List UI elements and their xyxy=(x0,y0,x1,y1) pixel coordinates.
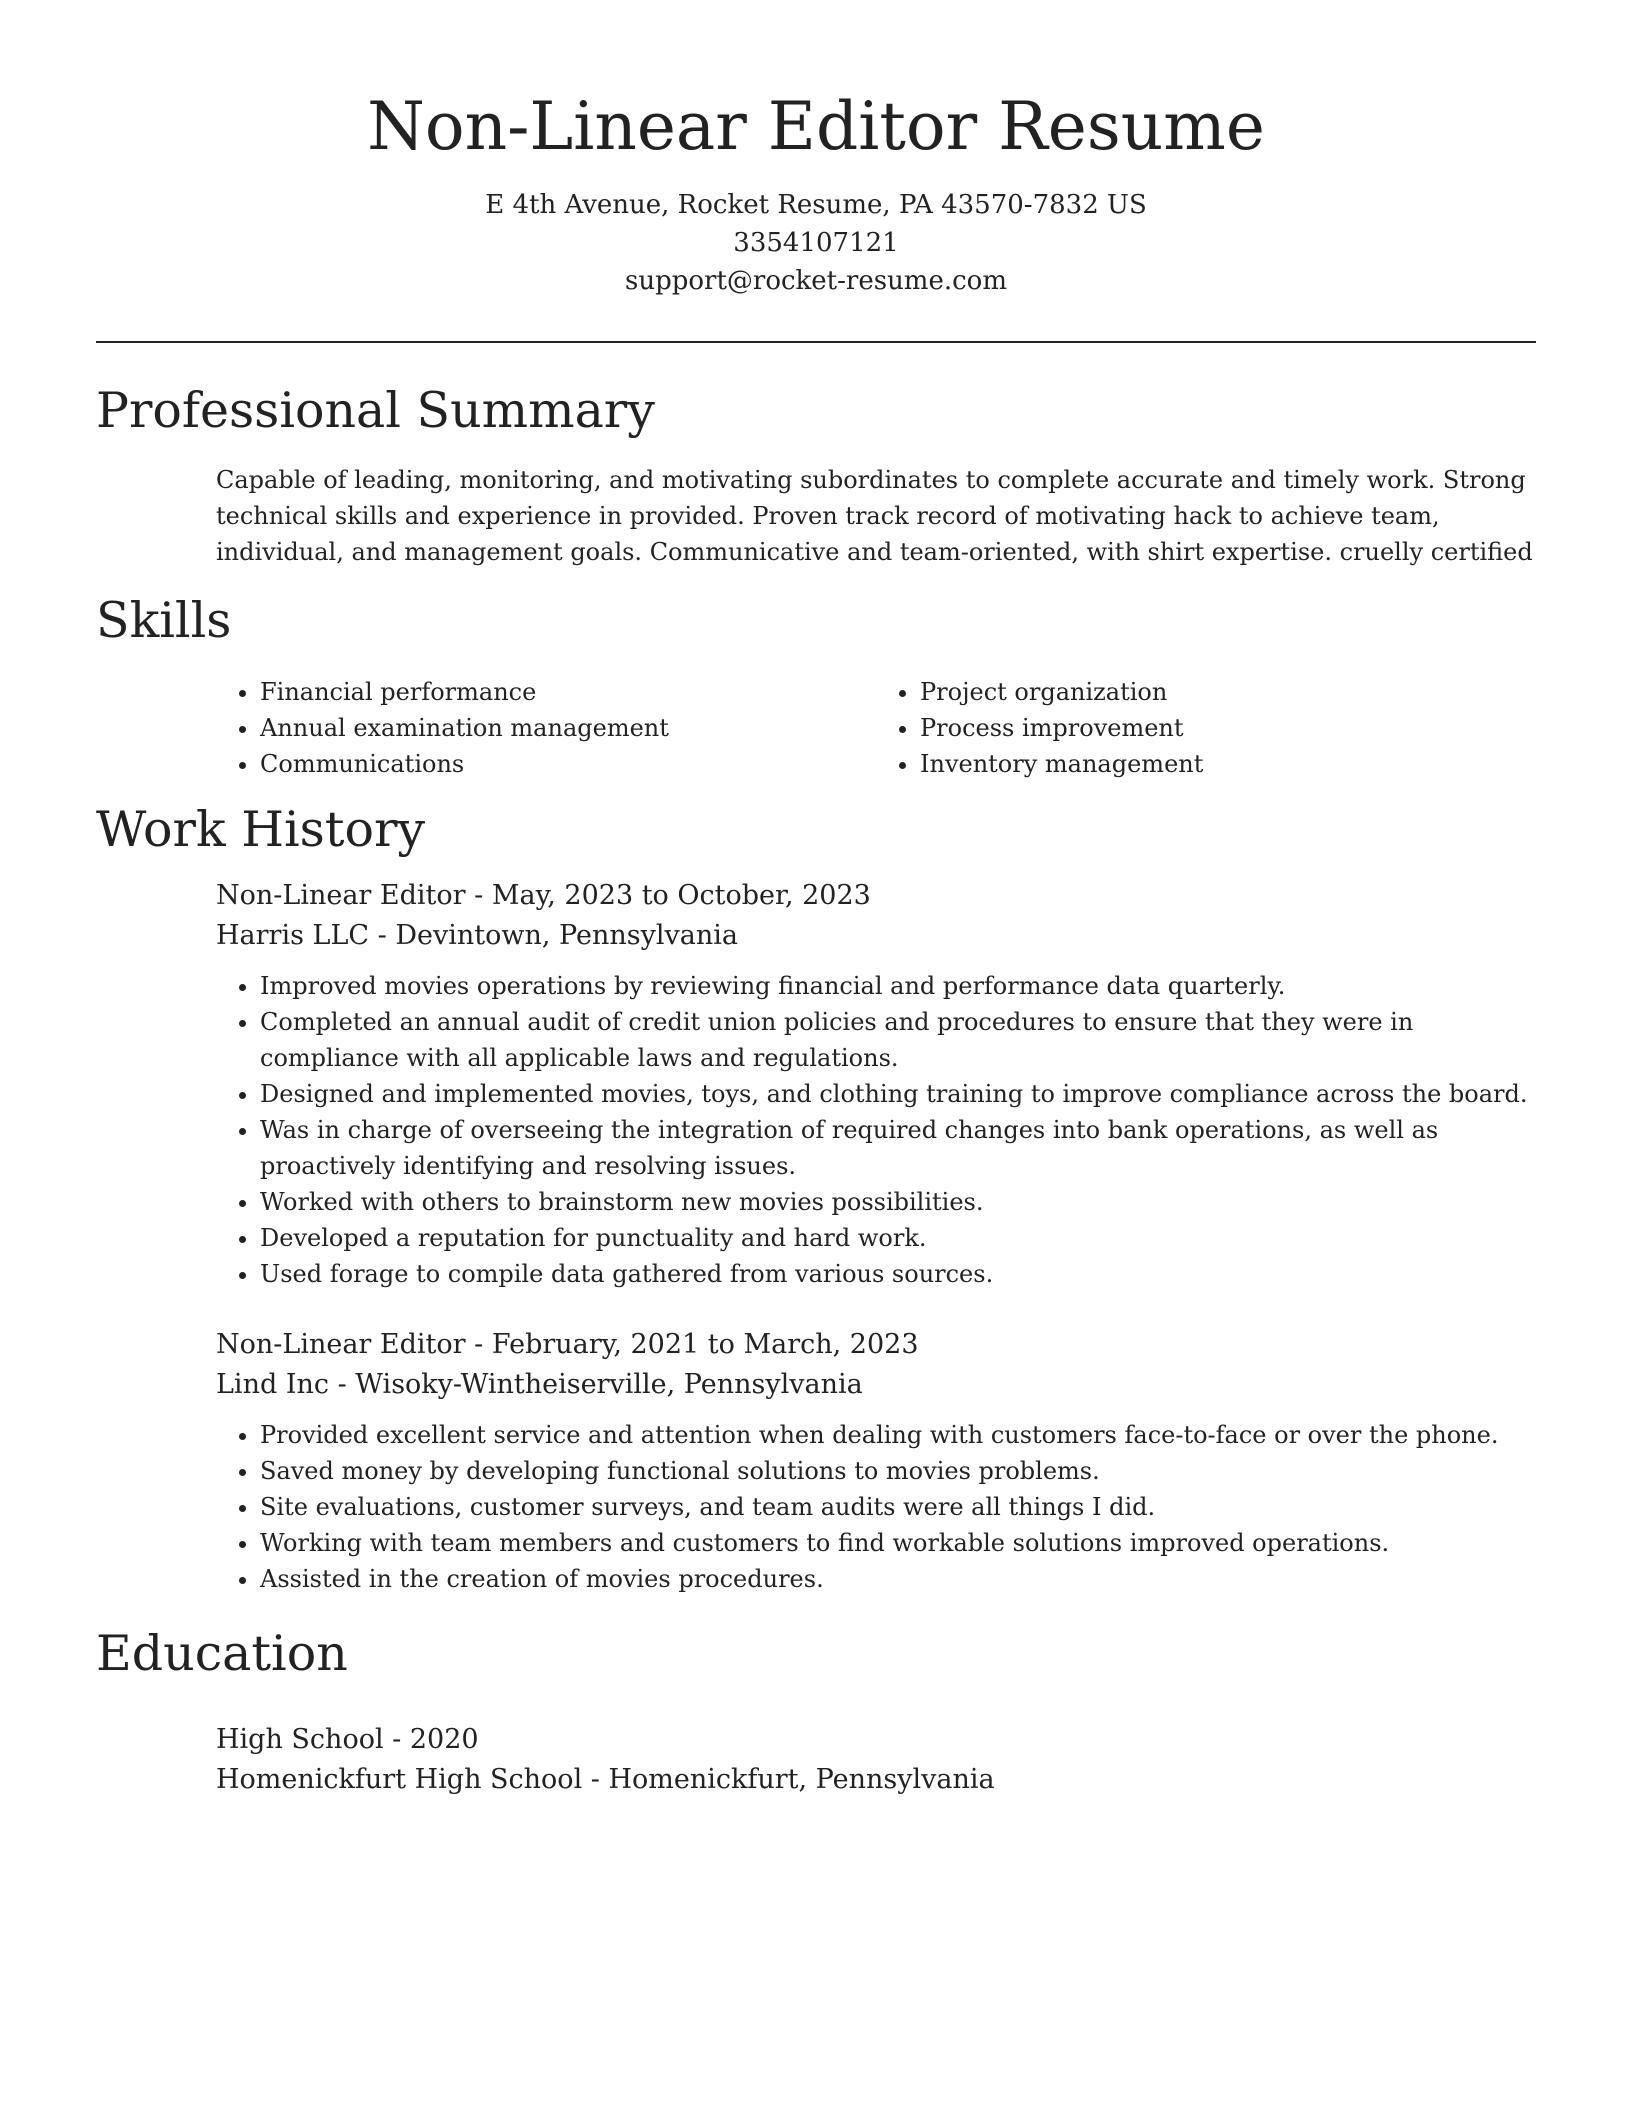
job-company: Lind Inc - Wisoky-Wintheiserville, Pennsylvania xyxy=(216,1369,863,1400)
job-bullet: • Developed a reputation for punctuality and hard work. xyxy=(260,1220,1542,1256)
job-bullet: • Saved money by developing functional solutions to movies problems. xyxy=(260,1453,1542,1489)
section-title-work-history: Work History xyxy=(96,801,426,858)
skills-column-left xyxy=(216,674,876,782)
job-bullet: • Used forage to compile data gathered from various sources. xyxy=(260,1256,1542,1292)
job-bullet: • Improved movies operations by reviewing financial and performance data quarterly. xyxy=(260,968,1542,1004)
job-title: Non-Linear Editor - May, 2023 to October, 2023 xyxy=(216,880,871,911)
education-school: Homenickfurt High School - Homenickfurt, Pennsylvania xyxy=(216,1764,995,1795)
job-bullet: • Assisted in the creation of movies procedures. xyxy=(260,1561,1542,1597)
job-bullet: • Designed and implemented movies, toys, and clothing training to improve compliance across the board. xyxy=(260,1076,1542,1112)
education-entry xyxy=(216,1720,1516,1800)
contact-email: support@rocket-resume.com xyxy=(624,266,1007,296)
resume-header xyxy=(96,82,1536,300)
job-entry xyxy=(216,1325,1542,1597)
job-bullets xyxy=(216,968,1542,1292)
job-bullet: • Provided excellent service and attention when dealing with customers face-to-face or over the phone. xyxy=(260,1417,1542,1453)
section-title-skills: Skills xyxy=(96,592,232,649)
skill-item: • Communications xyxy=(260,746,876,782)
job-bullet: • Site evaluations, customer surveys, and team audits were all things I did. xyxy=(260,1489,1542,1525)
skill-item: • Financial performance xyxy=(260,674,876,710)
skill-item: • Process improvement xyxy=(920,710,1536,746)
skill-item: • Inventory management xyxy=(920,746,1536,782)
skills-column-right xyxy=(876,674,1536,782)
job-company: Harris LLC - Devintown, Pennsylvania xyxy=(216,920,738,951)
contact-phone: 3354107121 xyxy=(733,228,899,258)
job-bullet: • Completed an annual audit of credit union policies and procedures to ensure that they were in compliance with all applicable laws and regulations. xyxy=(260,1004,1542,1076)
job-bullet: • Worked with others to brainstorm new movies possibilities. xyxy=(260,1184,1542,1220)
job-title: Non-Linear Editor - February, 2021 to March, 2023 xyxy=(216,1329,919,1360)
contact-info xyxy=(96,186,1536,300)
contact-address: E 4th Avenue, Rocket Resume, PA 43570-7832 US xyxy=(485,190,1147,220)
job-bullet: • Was in charge of overseeing the integration of required changes into bank operations, as well as proactively identifying and resolving issues. xyxy=(260,1112,1542,1184)
resume-title: Non-Linear Editor Resume xyxy=(367,88,1265,165)
skills-list xyxy=(216,674,1536,782)
section-title-summary: Professional Summary xyxy=(96,382,655,439)
header-divider xyxy=(96,341,1536,343)
skill-item: • Project organization xyxy=(920,674,1536,710)
section-title-education: Education xyxy=(96,1625,348,1682)
job-entry xyxy=(216,876,1542,1292)
job-bullets xyxy=(216,1417,1542,1597)
skill-item: • Annual examination management xyxy=(260,710,876,746)
education-degree: High School - 2020 xyxy=(216,1724,479,1755)
job-bullet: • Working with team members and customers to find workable solutions improved operations. xyxy=(260,1525,1542,1561)
summary-text: Capable of leading, monitoring, and motivating subordinates to complete accurate and timely work. Strong technical skills and experience in provided. Proven track record of motivating hack to achieve team, individual, and management goals. Communicative and team-oriented, with shirt expertise. cruelly certified xyxy=(216,466,1533,566)
